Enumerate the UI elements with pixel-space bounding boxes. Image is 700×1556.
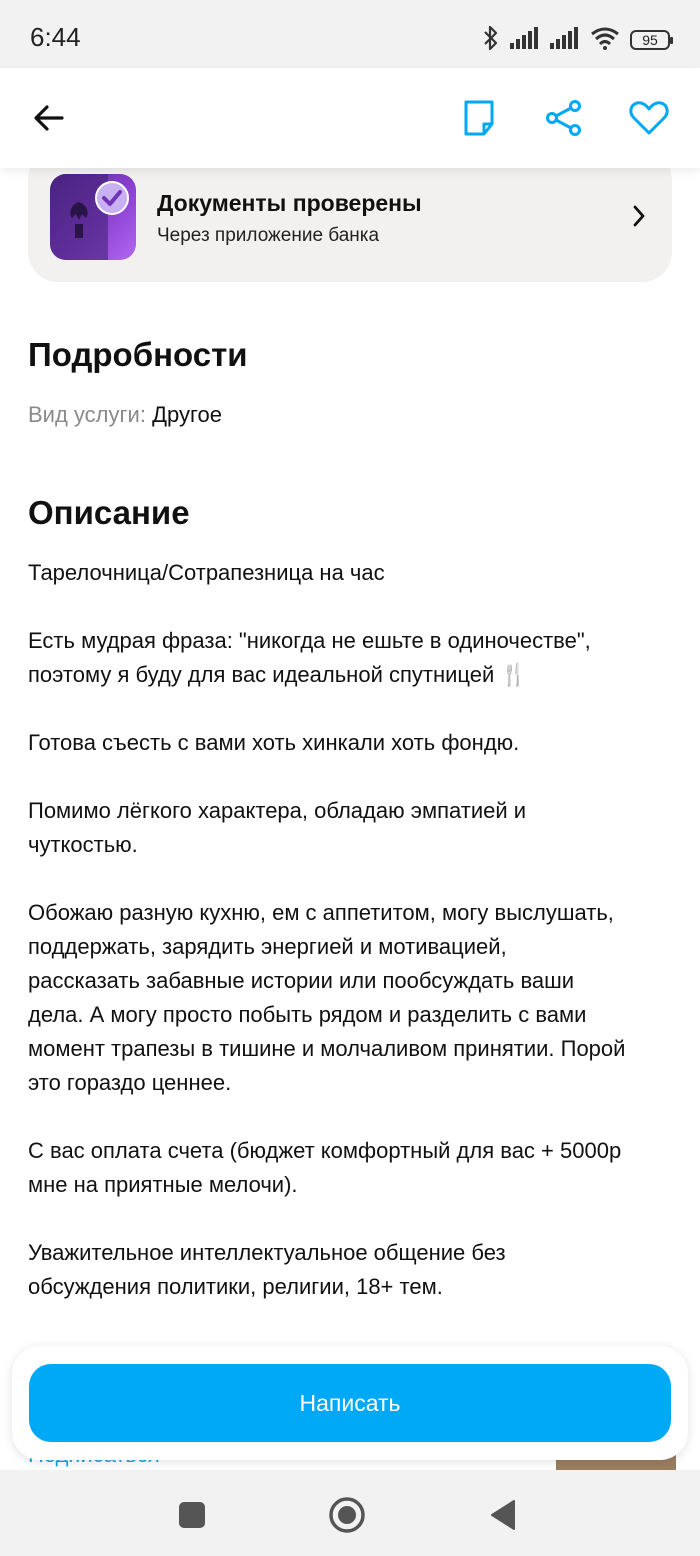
status-time: 6:44 bbox=[30, 22, 81, 52]
service-type bbox=[28, 402, 222, 428]
write-message-button[interactable]: Написать bbox=[29, 1364, 671, 1442]
heart-icon bbox=[629, 100, 669, 136]
status-icons bbox=[482, 22, 670, 58]
wifi-icon bbox=[590, 26, 620, 55]
verified-passport-icon bbox=[50, 174, 136, 260]
bluetooth-icon bbox=[482, 25, 500, 56]
description-text: Тарелочница/Сотрапезница на час Есть мудрая фраза: "никогда не ешьте в одиночестве", поэтому я буду для вас идеальной спутницей 🍴 Готова съесть с вами хоть хинкали хоть фондю. Помимо лёгкого характера, обладаю эмпатией и чуткостью. Обожаю разную кухню, ем с аппетитом, могу выслушать, поддержать, зарядить энергией и мотивацией, рассказать забавные истории или пообсуждать ваши дела. А могу просто побыть рядом и разделить с вами момент трапезы в тишине и молчаливом принятии. Порой это гораздо ценнее. С вас оплата счета (бюджет комфортный для вас + 5000р мне на приятные мелочи). Уважительное интеллектуальное общение без обсуждения политики, религии, 18+ тем. bbox=[28, 560, 626, 1299]
cta-panel bbox=[12, 1346, 688, 1460]
verified-subtitle: Через приложение банка bbox=[157, 225, 380, 246]
back-nav-button[interactable] bbox=[478, 1490, 528, 1540]
documents-verified-card[interactable] bbox=[28, 150, 672, 282]
signal-icon bbox=[550, 27, 580, 54]
battery-icon: 95 bbox=[630, 30, 670, 50]
verified-title: Документы проверены bbox=[157, 190, 422, 216]
home-circle-icon bbox=[328, 1496, 366, 1534]
home-button[interactable] bbox=[322, 1490, 372, 1540]
share-button[interactable] bbox=[539, 93, 589, 143]
system-nav-bar bbox=[0, 1470, 700, 1556]
recent-apps-button[interactable] bbox=[167, 1490, 217, 1540]
description-heading: Описание bbox=[28, 494, 190, 531]
details-heading: Подробности bbox=[28, 336, 248, 373]
note-button[interactable] bbox=[454, 93, 504, 143]
back-button[interactable] bbox=[24, 93, 74, 143]
share-icon bbox=[545, 99, 583, 137]
back-arrow-icon bbox=[32, 101, 66, 135]
square-icon bbox=[178, 1501, 206, 1529]
service-type-value: Другое bbox=[152, 402, 222, 427]
favorite-button[interactable] bbox=[624, 93, 674, 143]
signal-icon bbox=[510, 27, 540, 54]
status-bar bbox=[0, 0, 700, 68]
chevron-right-icon bbox=[632, 205, 646, 232]
service-type-label: Вид услуги: bbox=[28, 402, 146, 427]
note-icon bbox=[462, 99, 496, 137]
triangle-back-icon bbox=[489, 1499, 517, 1531]
app-header bbox=[0, 68, 700, 168]
